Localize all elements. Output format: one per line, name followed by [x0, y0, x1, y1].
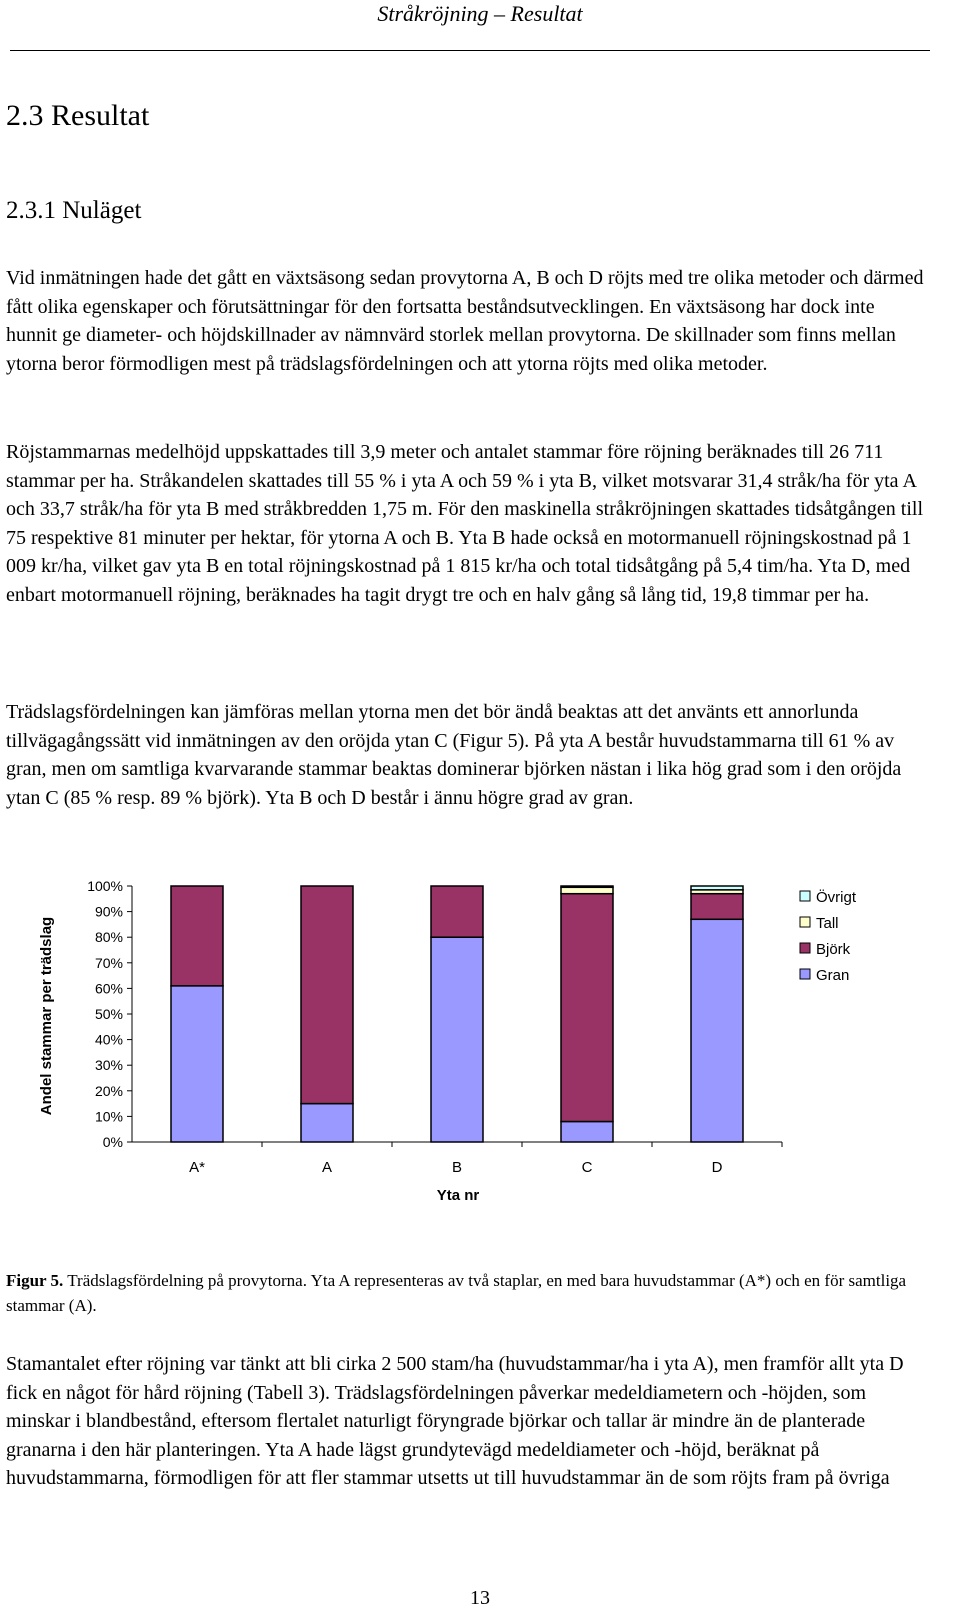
paragraph-1: Vid inmätningen hade det gått en växtsäsong sedan provytorna A, B och D röjts med tre olika metoder och därmed fått olika egenskaper och förutsättningar för den fortsatta beståndsutvecklingen. En växtsäsong har dock inte hunnit ge diameter- och höjdskillnader av nämnvärd storlek mellan provytorna. De skillnader som finns mellan ytorna beror förmodligen mest på trädslagsfördelningen och att ytorna röjts med olika metoder.: [6, 267, 924, 375]
y-axis-title: Andel stammar per trädslag: [38, 916, 55, 1116]
y-tick-label: 40%: [94, 1031, 123, 1048]
running-header: Stråkröjning – Resultat: [377, 1, 583, 26]
paragraph-4: Stamantalet efter röjning var tänkt att bli cirka 2 500 stam/ha (huvudstammar/ha i yta A), men framför allt yta D fick en något för hård röjning (Tabell 3). Trädslagsfördelningen påverkar medeldiametern och -höjden, som minskar i blandbestånd, eftersom flertalet naturligt föryngrade björkar och tallar är mindre än de planterade granarna i den här planteringen. Yta A hade lägst grundytevägd medeldiameter och -höjd, beräknat på huvudstammarna, förmodligen för att fler stammar utsetts ut till huvudstammar än de som röjts fram på övriga: [6, 1353, 904, 1489]
bar-segment-björk: [561, 894, 613, 1122]
bar-segment-björk: [301, 886, 353, 1104]
legend: [800, 888, 857, 984]
y-tick-label: 50%: [94, 1006, 123, 1022]
bar-segment-tall: [561, 887, 613, 893]
y-tick-label: 20%: [94, 1082, 123, 1099]
bar-segment-övrigt: [561, 886, 613, 887]
section-heading: 2.3 Resultat: [6, 99, 150, 132]
legend-label: Gran: [816, 967, 850, 984]
y-tick-label: 80%: [94, 929, 123, 946]
y-tick-label: 10%: [94, 1108, 123, 1125]
paragraph-3: Trädslagsfördelningen kan jämföras mellan ytorna men det bör ändå beaktas att det använts ett annorlunda tillvägagångssätt vid inmätningen av den oröjda ytan C (Figur 5). På yta A består huvudstammarna till 61 % av gran, men om samtliga kvarvarande stammar beaktas dominerar björken nästan i lika hög grad som i den oröjda ytan C (85 % resp. 89 % björk). Yta B och D består i ännu högre grad av gran.: [6, 701, 902, 809]
bars: [171, 886, 743, 1142]
bar-segment-björk: [431, 886, 483, 937]
legend-swatch: [800, 891, 810, 901]
bar-segment-gran: [561, 1122, 613, 1142]
figure-caption: [6, 1268, 936, 1318]
legend-swatch: [800, 917, 810, 927]
bar-segment-gran: [171, 986, 223, 1142]
page-number: 13: [470, 1587, 490, 1609]
x-axis-title: Yta nr: [436, 1187, 480, 1204]
legend-label: Tall: [816, 915, 839, 932]
figure-caption-label: Figur 5.: [6, 1271, 64, 1290]
species-distribution-chart: [30, 878, 890, 1228]
y-tick-label: 100%: [87, 878, 123, 894]
subsection-heading: 2.3.1 Nuläget: [6, 197, 142, 224]
y-tick-label: 70%: [94, 954, 123, 971]
bar-segment-gran: [691, 919, 743, 1142]
x-axis-labels: [189, 1142, 782, 1176]
x-tick-label: C: [581, 1159, 593, 1176]
x-tick-label: D: [711, 1159, 723, 1176]
x-tick-label: B: [451, 1159, 463, 1176]
legend-label: Övrigt: [816, 889, 857, 906]
y-tick-label: 30%: [94, 1057, 123, 1074]
figure-caption-text: Trädslagsfördelning på provytorna. Yta A representeras av två staplar, en med bara huvudstammar (A*) och en för samtliga stammar (A).: [6, 1271, 907, 1315]
bar-segment-björk: [171, 886, 223, 986]
legend-swatch: [800, 969, 810, 979]
bar-segment-björk: [691, 894, 743, 920]
y-tick-label: 60%: [94, 980, 123, 997]
bar-segment-övrigt: [691, 886, 743, 890]
y-tick-label: 90%: [94, 903, 123, 920]
legend-label: Björk: [816, 941, 851, 958]
bar-segment-gran: [431, 937, 483, 1142]
x-tick-label: A*: [189, 1159, 205, 1176]
paragraph-2: Röjstammarnas medelhöjd uppskattades till 3,9 meter och antalet stammar före röjning beräknades till 26 711 stammar per ha. Stråkandelen skattades till 55 % i yta A och 59 % i yta B, vilket motsvarar 31,4 stråk/ha för yta A och 33,7 stråk/ha för yta B med stråkbredden 1,75 m. För den maskinella stråkröjningen skattades tidsåtgången till 75 respektive 81 minuter per hektar, för ytorna A och B. Yta B hade också en motormanuell röjningskostnad på 1 009 kr/ha, vilket gav yta B en total röjningskostnad på 1 815 kr/ha och total tidsåtgång på 5,4 tim/ha. Yta D, med enbart motormanuell röjning, beräknades ha tagit drygt tre och en halv gång så lång tid, 19,8 timmar per ha.: [6, 441, 924, 606]
header-rule: [10, 50, 930, 51]
bar-segment-gran: [301, 1104, 353, 1142]
y-tick-label: 0%: [102, 1134, 123, 1150]
x-tick-label: A: [321, 1159, 333, 1176]
legend-swatch: [800, 943, 810, 953]
